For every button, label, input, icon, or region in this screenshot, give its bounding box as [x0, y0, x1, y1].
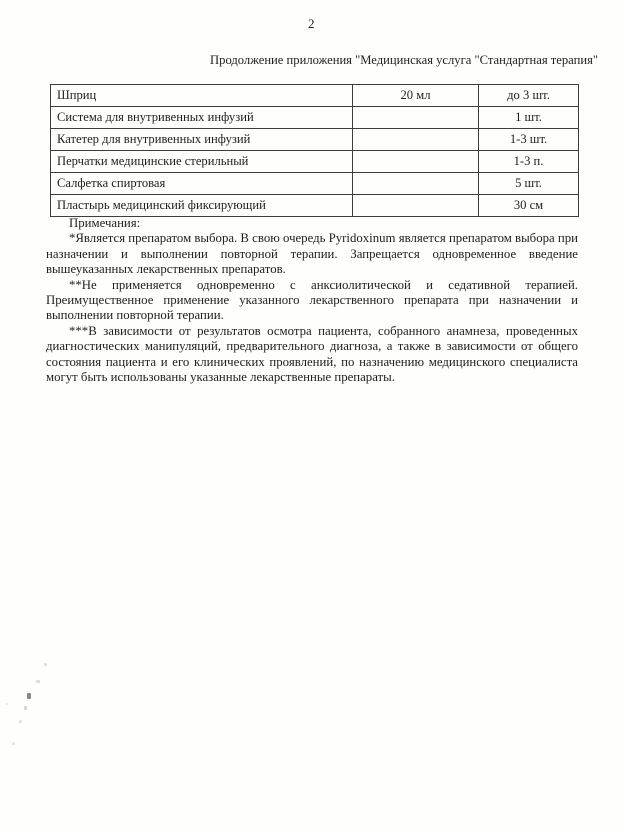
item-qty-cell: 5 шт. — [479, 173, 579, 195]
scan-artifact — [6, 703, 8, 705]
scan-artifact — [36, 680, 40, 683]
item-name-cell: Система для внутривенных инфузий — [51, 107, 353, 129]
table-row — [51, 85, 579, 107]
item-name-cell: Перчатки медицинские стерильный — [51, 151, 353, 173]
item-qty-cell: до 3 шт. — [479, 85, 579, 107]
document-header: Продолжение приложения "Медицинская услуга "Стандартная терапия" — [210, 53, 598, 67]
item-name-cell: Шприц — [51, 85, 353, 107]
table-row — [51, 195, 579, 217]
item-qty-cell: 1-3 шт. — [479, 129, 579, 151]
scan-artifact — [24, 706, 27, 710]
item-qty-cell: 1 шт. — [479, 107, 579, 129]
item-qty-cell: 30 см — [479, 195, 579, 217]
page-number: 2 — [308, 16, 315, 31]
table-row — [51, 151, 579, 173]
item-dose-cell — [353, 173, 479, 195]
scan-artifact — [12, 742, 15, 745]
note-paragraph: *Является препаратом выбора. В свою очередь Pyridoxinum является препаратом выбора при назначении и выполнении повторной терапии. Запрещается одновременное введение вышеуказанных лекарственных препаратов. — [46, 231, 578, 277]
item-dose-cell — [353, 107, 479, 129]
item-name-cell: Салфетка спиртовая — [51, 173, 353, 195]
item-dose-cell — [353, 151, 479, 173]
item-name-cell: Пластырь медицинский фиксирующий — [51, 195, 353, 217]
item-dose-cell — [353, 129, 479, 151]
item-qty-cell: 1-3 п. — [479, 151, 579, 173]
notes-title: Примечания: — [69, 216, 141, 230]
table-row — [51, 107, 579, 129]
note-paragraph: ***В зависимости от результатов осмотра пациента, собранного анамнеза, проведенных диагностических манипуляций, предварительного диагноза, а также в зависимости от общего состояния пациента и его клинических проявлений, по назначению медицинского специалиста могут быть использованы указанные лекарственные препараты. — [46, 323, 578, 385]
item-dose-cell — [353, 195, 479, 217]
scan-artifact — [44, 663, 47, 666]
scan-artifact — [19, 720, 22, 723]
note-paragraph: **Не применяется одновременно с анксиолитической и седативной терапией. Преимущественное применение указанного лекарственного препарата при назначении и выполнении повторной терапии. — [46, 277, 578, 323]
table-row — [51, 173, 579, 195]
table-row — [51, 129, 579, 151]
item-name-cell: Катетер для внутривенных инфузий — [51, 129, 353, 151]
item-dose-cell: 20 мл — [353, 85, 479, 107]
notes-section — [46, 216, 578, 385]
scan-artifact — [27, 693, 31, 699]
supplies-table — [50, 84, 579, 217]
